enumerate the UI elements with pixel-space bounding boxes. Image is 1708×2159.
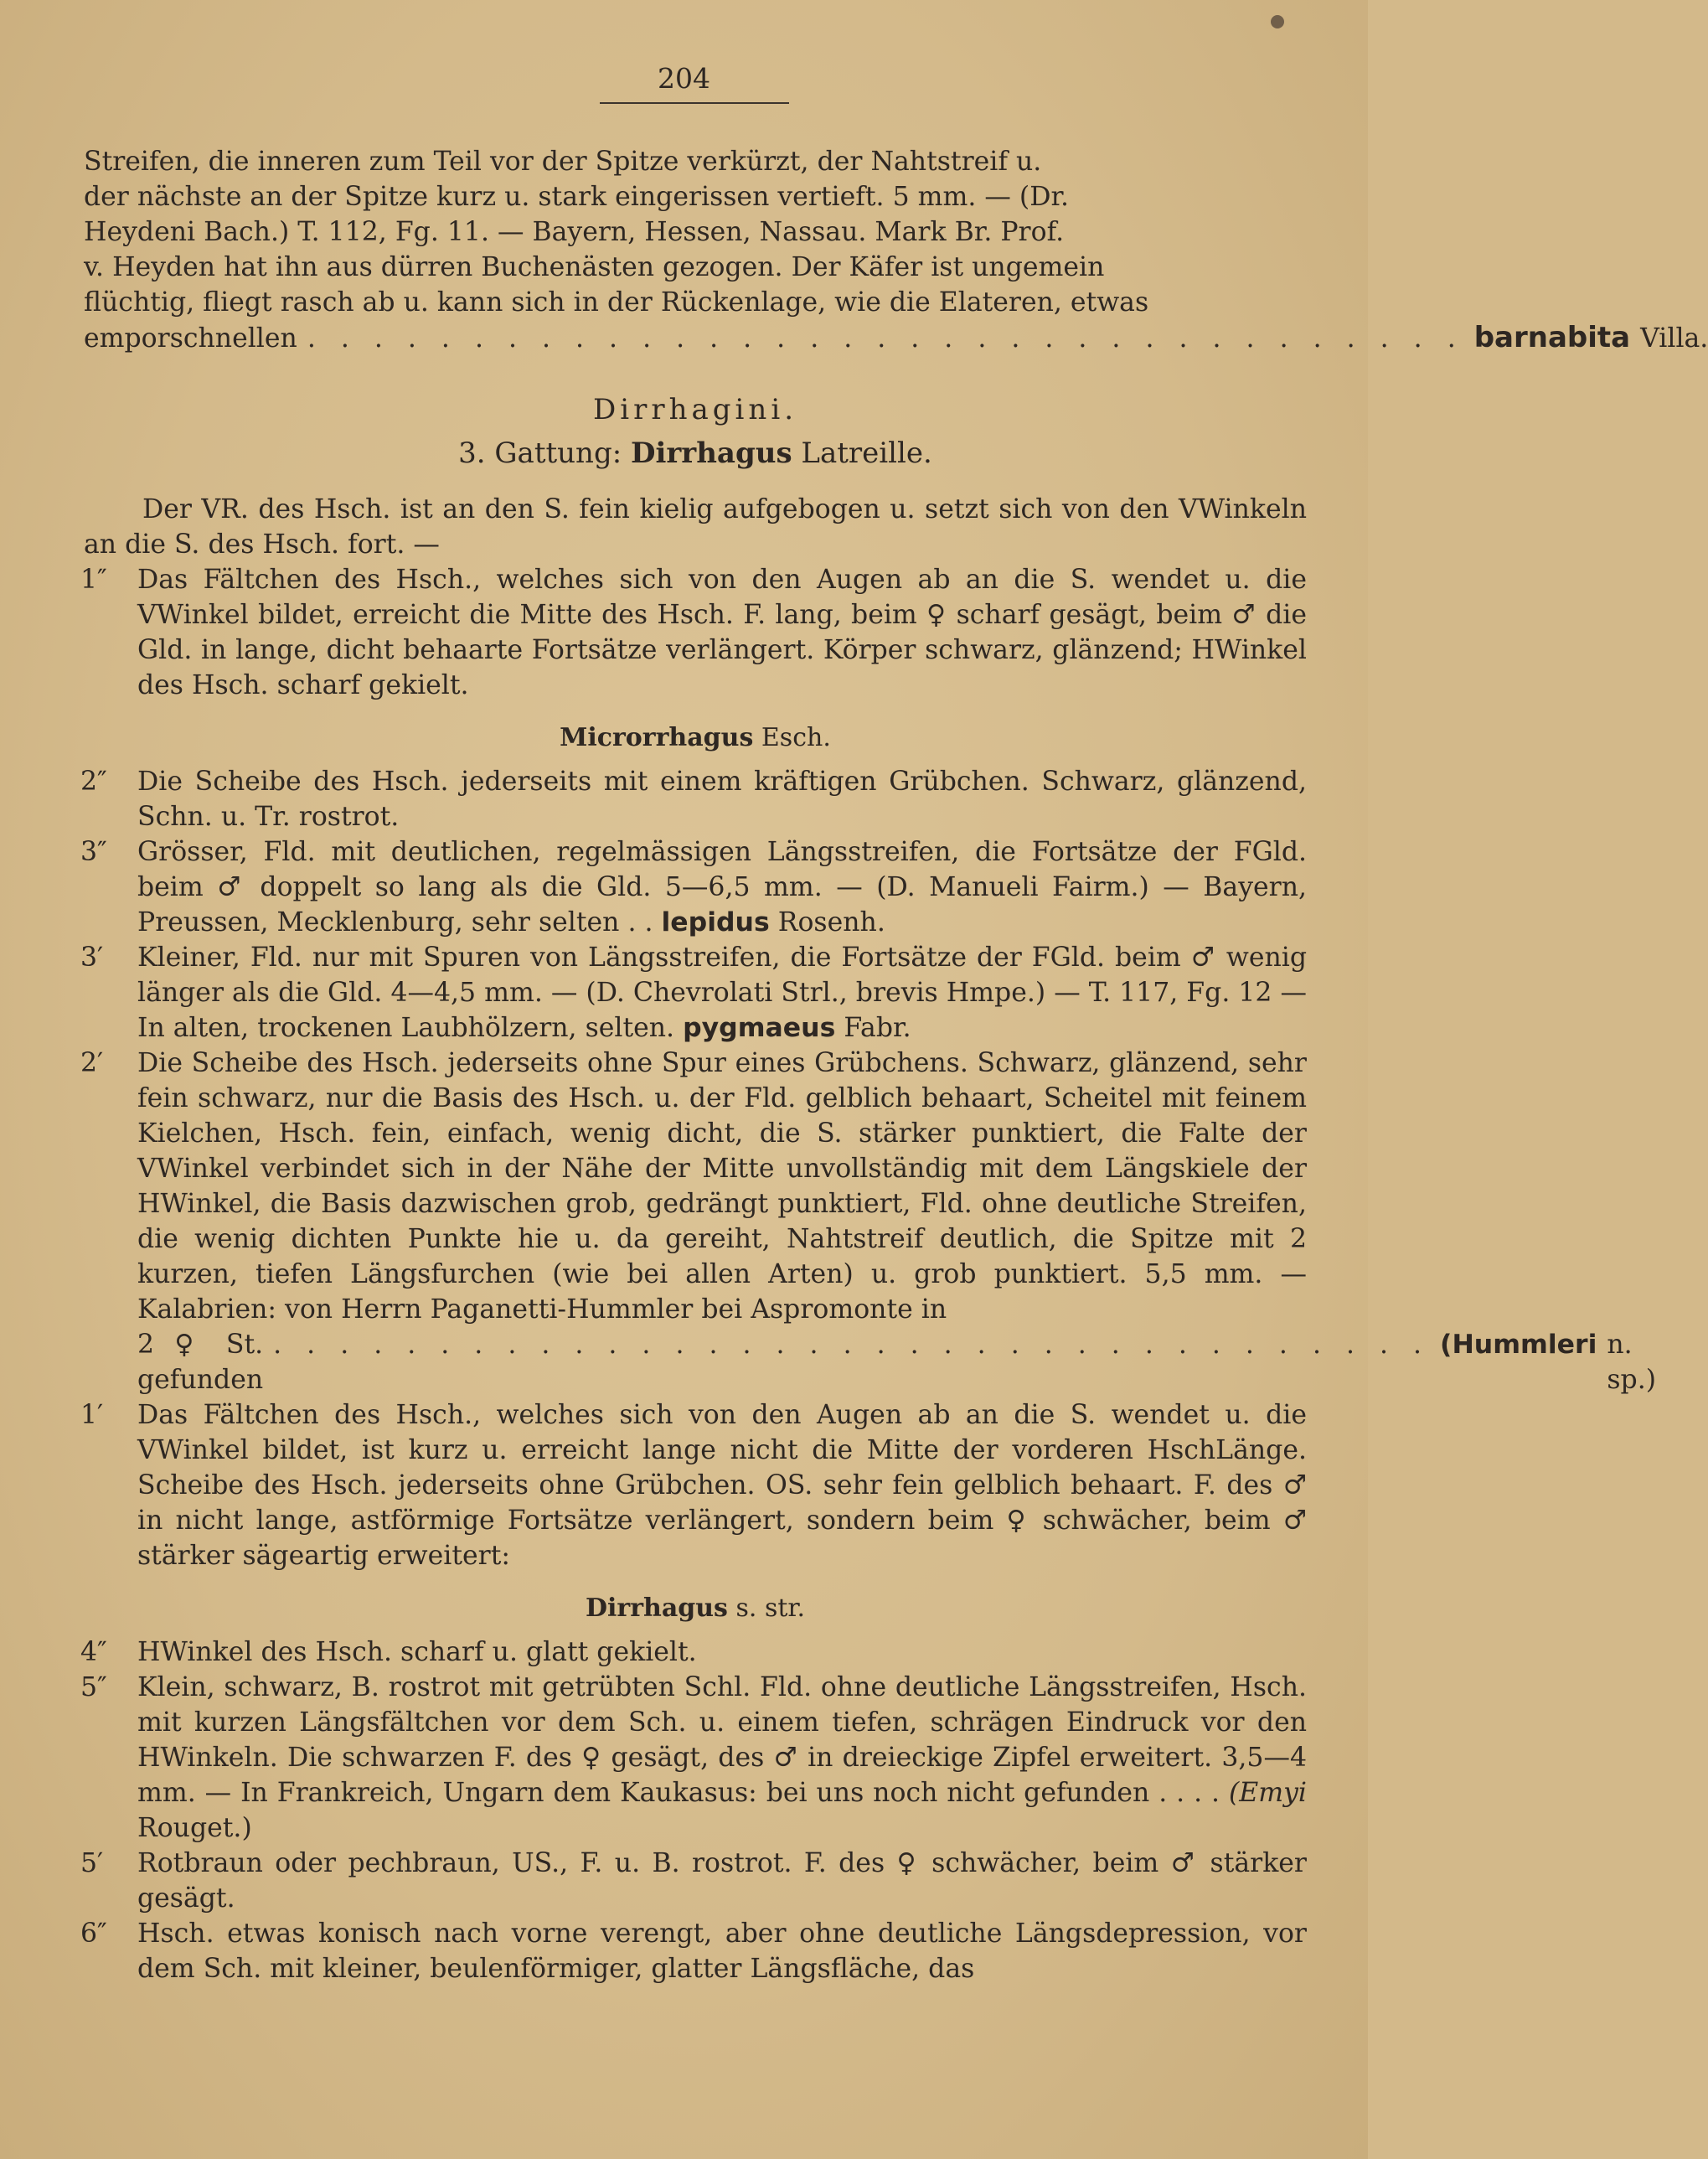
couplet-text: Rotbraun oder pechbraun, US., F. u. B. rostrot. F. des ♀ schwächer, beim ♂ stärker gesägt. (137, 1848, 1307, 1914)
couplet-number: 5″ (80, 1672, 107, 1702)
key-couplet-3b (80, 940, 1307, 1046)
species-name: barnabita (1473, 321, 1631, 354)
genus-author: Latreille. (801, 436, 932, 470)
text-line: flüchtig, fliegt rasch ab u. kann sich in der Rückenlage, wie die Elateren, etwas (84, 287, 1149, 318)
text-line: v. Heyden hat ihn aus dürren Buchenästen gezogen. Der Käfer ist ungemein (84, 252, 1105, 282)
species-name: lepidus (661, 907, 770, 937)
page-content (80, 144, 1708, 1986)
couplet-number: 3″ (80, 837, 107, 867)
text-line: Heydeni Bach.) T. 112, Fg. 11. — Bayern, Hessen, Nassau. Mark Br. Prof. (84, 217, 1065, 247)
line-text: 2 ♀ St. gefunden (137, 1330, 264, 1395)
species-name: pygmaeus (683, 1013, 836, 1043)
couplet-number: 5′ (80, 1848, 104, 1878)
couplet-text: Die Scheibe des Hsch. jederseits ohne Spur eines Grübchens. Schwarz, glänzend, sehr fein schwarz, nur die Basis des Hsch. u. der Fld. gelblich behaart, Scheitel mit feinem Kielchen, Hsch. fein, einfach, wenig dicht, die S. stärker punktiert, die Falte der VWinkel verbindet sich in der Nähe der Mitte unvollständig mit dem Längskiele der HWinkel, die Basis dazwischen grob, gedrängt punktiert, Fld. ohne deutliche Streifen, die wenig dichten Punkte hie u. da gereiht, Nahtstreif deutlich, die Spitze mit 2 kurzen, tiefen Längsfurchen (wie bei allen Arten) u. grob punktiert. 5,5 mm. — Kalabrien: von Herrn Paganetti-Hummler bei Aspromonte in (137, 1048, 1307, 1325)
key-couplet-2b (80, 1046, 1657, 1397)
couplet-number: 2″ (80, 767, 107, 797)
subgenus-author: Esch. (761, 723, 831, 752)
genus-description: Der VR. des Hsch. ist an den S. fein kielig aufgebogen u. setzt sich von den VWinkeln an die S. des Hsch. fort. — (84, 494, 1307, 560)
key-couplet-6a (80, 1916, 1307, 1986)
key-couplet-1a (80, 562, 1307, 703)
couplet-text: Hsch. etwas konisch nach vorne verengt, aber ohne deutliche Längsdepression, vor dem Sch. mit kleiner, beulenförmiger, glatter Längsfläche, das (137, 1919, 1307, 1984)
text-line: der nächste an der Spitze kurz u. stark eingerissen vertieft. 5 mm. — (Dr. (84, 182, 1070, 212)
key-couplet-1b (80, 1397, 1307, 1573)
couplet-number: 2′ (80, 1048, 104, 1078)
species-author: Rouget.) (137, 1813, 252, 1843)
subgenus-name: Dirrhagus (586, 1593, 728, 1623)
couplet-text: Das Fältchen des Hsch., welches sich von den Augen ab an die S. wendet u. die VWinkel bildet, ist kurz u. erreicht lange nicht die Mitte der vorderen HschLänge. Scheibe des Hsch. jederseits ohne Grübchen. OS. sehr fein gelblich behaart. F. des ♂ in nicht lange, astförmige Fortsätze verlängert, sondern beim ♀ schwächer, beim ♂ stärker sägeartig erweitert: (137, 1400, 1307, 1571)
species-line (137, 1327, 1657, 1397)
couplet-number: 4″ (80, 1637, 107, 1667)
species-line (84, 320, 1708, 356)
couplet-text: Klein, schwarz, B. rostrot mit getrübten Schl. Fld. ohne deutliche Längsstreifen, Hsch. mit kurzen Längsfältchen vor dem Sch. u. einem tiefen, schrägen Eindruck vor den HWinkeln. Die schwarzen F. des ♀ gesägt, des ♂ in dreieckige Zipfel erweitert. 3,5—4 mm. — In Frankreich, Ungarn dem Kaukasus: bei uns noch nicht gefunden . . . . (137, 1672, 1307, 1808)
species-author: Villa. (1640, 323, 1708, 354)
leader-dots: . . . . . . . . . . . . . . . . . . . . . . . . . . . . . . . . . . . (307, 323, 1464, 354)
couplet-text: Die Scheibe des Hsch. jederseits mit einem kräftigen Grübchen. Schwarz, glänzend, Schn. u. Tr. rostrot. (137, 767, 1307, 832)
couplet-text: Das Fältchen des Hsch., welches sich von den Augen ab an die S. wendet u. die VWinkel bildet, erreicht die Mitte des Hsch. F. lang, beim ♀ scharf gesägt, beim ♂ die Gld. in lange, dicht behaarte Fortsätze verlängert. Körper schwarz, glänzend; HWinkel des Hsch. scharf gekielt. (137, 565, 1307, 700)
key-couplet-2a (80, 764, 1307, 834)
line-text: emporschnellen (84, 323, 297, 354)
couplet-number: 3′ (80, 943, 104, 973)
species-author: n. sp.) (1607, 1330, 1657, 1395)
intro-paragraph (84, 144, 1708, 356)
header-rule (600, 102, 789, 104)
species-name: (Hummleri (1440, 1330, 1597, 1360)
couplet-text: Grösser, Fld. mit deutlichen, regelmässigen Längsstreifen, die Fortsätze der FGld. beim ♂ doppelt so lang als die Gld. 5—6,5 mm. — (D. Manueli Fairm.) — Bayern, Preussen, Mecklenburg, sehr selten . . (137, 837, 1307, 937)
couplet-text: HWinkel des Hsch. scharf u. glatt gekielt. (137, 1637, 697, 1667)
subgenus-heading (84, 723, 1307, 752)
genus-name: Dirrhagus (630, 436, 792, 470)
genus-heading (84, 436, 1307, 470)
page-number: 204 (658, 62, 710, 95)
species-author: Rosenh. (777, 907, 885, 937)
text-line: Streifen, die inneren zum Teil vor der Spitze verkürzt, der Nahtstreif u. (84, 147, 1042, 177)
key-couplet-5a (80, 1670, 1308, 1846)
subgenus-author: s. str. (735, 1593, 805, 1623)
couplet-number: 1′ (80, 1400, 104, 1430)
species-author: Fabr. (844, 1013, 911, 1043)
couplet-number: 1″ (80, 565, 107, 595)
key-couplet-3a (80, 834, 1307, 940)
species-name: (Emyi (1228, 1778, 1308, 1808)
tribe-heading: Dirrhagini. (592, 393, 798, 426)
couplet-text: Kleiner, Fld. nur mit Spuren von Längsstreifen, die Fortsätze der FGld. beim ♂ wenig länger als die Gld. 4—4,5 mm. — (D. Chevrolati Strl., brevis Hmpe.) — T. 117, Fg. 12 — In alten, trockenen Laubhölzern, selten. (137, 943, 1307, 1043)
leader-dots: . . . . . . . . . . . . . . . . . . . . . . . . . . . . . . . . . . . (273, 1330, 1431, 1360)
subgenus-heading (84, 1593, 1307, 1623)
couplet-number: 6″ (80, 1919, 107, 1949)
genus-prefix: 3. Gattung: (458, 436, 622, 470)
key-couplet-4a (80, 1635, 1307, 1670)
subgenus-name: Microrrhagus (560, 723, 754, 752)
ink-spot (1271, 15, 1284, 28)
key-couplet-5b (80, 1846, 1307, 1916)
